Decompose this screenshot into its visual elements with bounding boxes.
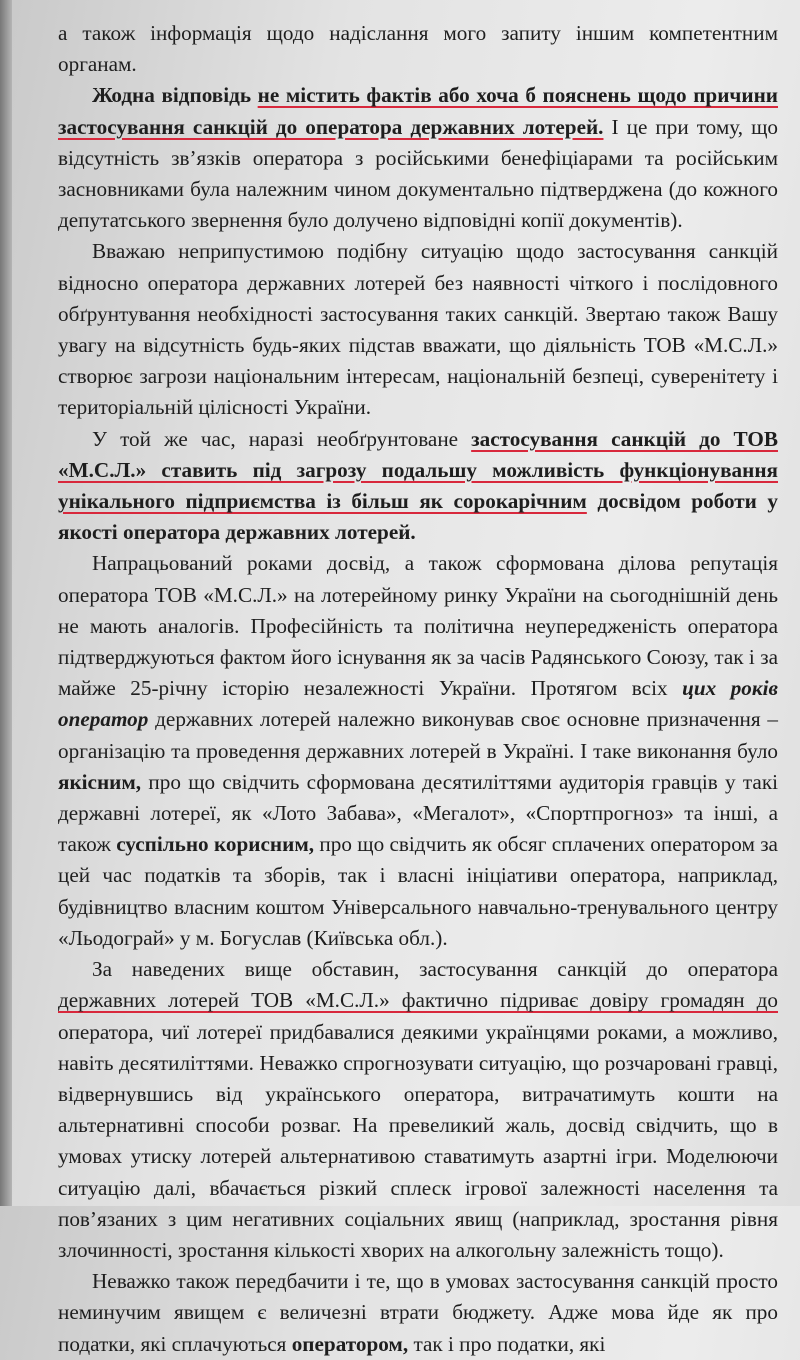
paragraph-1-rest: І це при тому, що відсутність зв’язків оператора з російськими бенефіціарами та російським засновниками була належним чином документально підтверджена (до кожного депутатського звернення було долучено відповідні копії документів).	[58, 114, 778, 233]
paragraph-4-g: про що свідчить як обсяг сплачених оператором за цей час податків та зборів, так і власні ініціативи оператора, наприклад, будівництво власним коштом Універсального навчально-тренувального центру «Льодограй» у м. Богуслав (Київська обл.).	[58, 832, 778, 950]
paragraph-3-tail: досвідом роботи у якості оператора державних лотерей.	[58, 489, 779, 545]
paragraph-6-b: оператором,	[291, 1331, 409, 1356]
paragraph-5-lead: За наведених вище обставин, застосування санкцій до оператора	[92, 957, 778, 982]
paragraph-0-text: а також інформація щодо надіслання мого запиту іншим компетентним органам.	[58, 21, 778, 77]
paragraph-4-c: державних лотерей належно виконував своє основне призначення – організацію та проведення державних лотерей в Україні. І таке виконання було	[58, 707, 778, 763]
paragraph-3-lead: У той же час, наразі необґрунтоване	[92, 426, 472, 451]
paragraph-3-highlight: застосування санкцій до ТОВ «М.С.Л.» ставить під загрозу подальшу можливість функціонування унікального підприємства із більш як сорокарічним	[58, 426, 778, 514]
paragraph-4-a: Напрацьований роками досвід, а також сформована ділова репутація оператора ТОВ «М.С.Л.» на лотерейному ринку України на сьогоднішній день не мають аналогів. Професійність та політична неупередженість оператора підтверджуються фактом його існування як за часів Радянського Союзу, так і за майже 25-річну історію незалежності України. Протягом всіх	[58, 551, 778, 701]
paragraph-4-b: цих років оператор	[58, 676, 778, 732]
paragraph-5-rest: оператора, чиї лотереї придбавалися деякими українцями роками, а можливо, навіть десятиліттями. Неважко спрогнозувати ситуацію, що розчаровані гравці, відвернувшись від українського оператора, витрачатимуть кошти на альтернативні способи розваг. На превеликий жаль, досвід свідчить, що в умовах утиску лотерей альтернативою ставатимуть азартні ігри. Моделюючи ситуацію далі, вбачається різкий сплеск ігрової залежності населення та пов’язаних з цим негативних соціальних явищ (наприклад, зростання рівня злочинності, зростання кількості хворих на алкогольну залежність тощо).	[58, 1019, 778, 1262]
paragraph-2	[58, 236, 778, 423]
paragraph-6-c: так і про податки, які	[408, 1331, 606, 1356]
paragraph-2-text: Вважаю неприпустимою подібну ситуацію щодо застосування санкцій відносно оператора державних лотерей без наявності чіткого і послідовного обґрунтування необхідності застосування таких санкцій. Звертаю також Вашу увагу на відсутність будь-яких підстав вважати, що діяльність ТОВ «М.С.Л.» створює загрози національним інтересам, національній безпеці, суверенітету і територіальній цілісності України.	[58, 239, 778, 420]
paragraph-0	[58, 18, 778, 80]
paragraph-1-lead: Жодна відповідь	[92, 83, 258, 108]
paragraph-3	[58, 424, 778, 549]
paragraph-4-d: якісним,	[58, 769, 142, 794]
paragraph-1	[58, 80, 778, 236]
paragraph-6	[58, 1266, 778, 1360]
paragraph-6-a: Неважко також передбачити і те, що в умовах застосування санкцій просто неминучим явищем є величезні втрати бюджету. Адже мова йде як про податки, які сплачуються	[58, 1269, 778, 1356]
paragraph-1-highlight: не містить фактів або хоча б пояснень щодо причини застосування санкцій до оператора державних лотерей.	[58, 83, 778, 139]
paragraph-5	[58, 954, 778, 1266]
paragraph-5-highlight: державних лотерей ТОВ «М.С.Л.» фактично підриває довіру громадян до	[58, 988, 778, 1013]
paragraph-4-e: про що свідчить сформована десятиліттями аудиторія гравців у такі державні лотереї, як «Лото Забава», «Мегалот», «Спортпрогноз» та інші, а також	[58, 769, 778, 857]
paragraph-4	[58, 548, 778, 954]
paragraph-4-f: суспільно корисним,	[116, 832, 315, 857]
